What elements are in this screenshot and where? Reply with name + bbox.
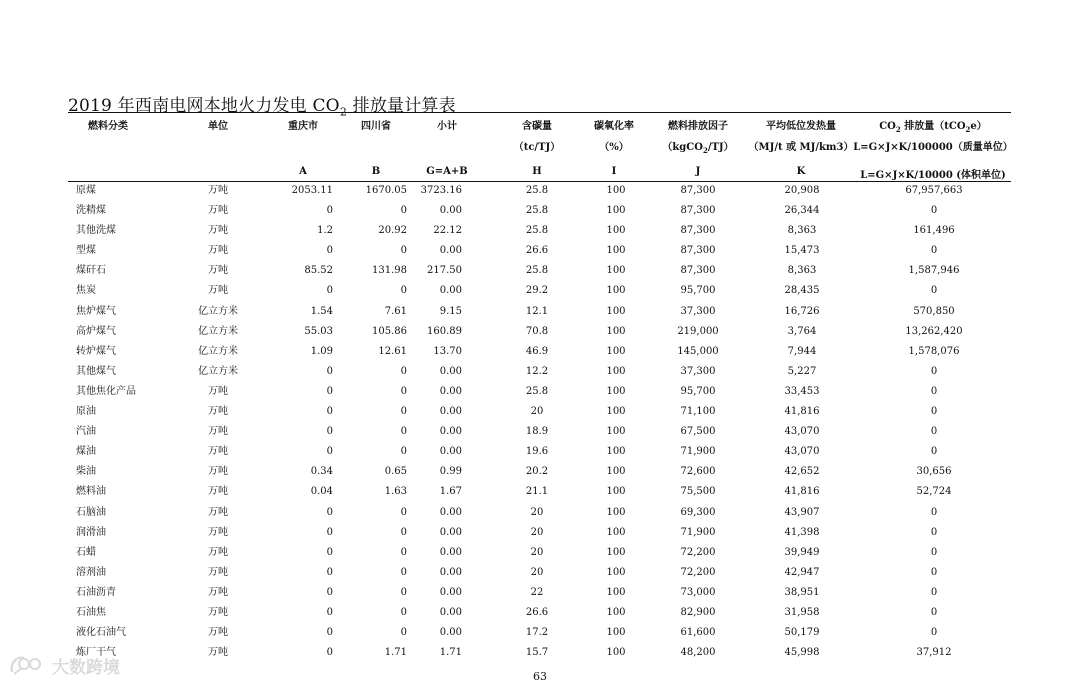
table-row [0, 262, 1080, 282]
cell-oxidation: 100 [606, 606, 626, 618]
cell-heat-value: 16,726 [784, 305, 820, 317]
cell-oxidation: 100 [606, 265, 626, 277]
header-heat-unit: （MJ/t 或 MJ/km3） [748, 142, 854, 153]
cell-unit: 万吨 [208, 586, 228, 598]
header-letter-a: A [299, 166, 307, 177]
cell-unit: 万吨 [208, 265, 228, 277]
cell-sichuan: 131.98 [372, 265, 407, 277]
cell-subtotal: 217.50 [427, 265, 462, 277]
cell-chongqing: 1.54 [310, 305, 333, 317]
cell-sichuan: 0 [400, 586, 407, 598]
cell-fuel: 石油焦 [76, 606, 106, 618]
header-letter-k: K [796, 166, 806, 177]
cell-subtotal: 0.00 [439, 205, 462, 217]
cell-heat-value: 15,473 [784, 245, 820, 257]
cell-heat-value: 41,398 [784, 526, 820, 538]
cell-subtotal: 0.00 [439, 586, 462, 598]
cell-unit: 万吨 [208, 506, 228, 518]
cell-subtotal: 0.00 [439, 446, 462, 458]
cell-heat-value: 5,227 [787, 365, 817, 377]
header-letter-g: G=A+B [426, 166, 468, 177]
cell-sichuan: 0 [400, 205, 407, 217]
cell-sichuan: 0 [400, 245, 407, 257]
cell-co2: 0 [930, 365, 938, 377]
cell-chongqing: 0 [326, 546, 333, 558]
cell-heat-value: 42,947 [784, 566, 820, 578]
cell-carbon: 15.7 [525, 647, 549, 659]
cell-unit: 万吨 [208, 526, 228, 538]
cell-heat-value: 41,816 [784, 486, 820, 498]
page-title: 2019 年西南电网本地火力发电 $CO_2$ 排放量计算表 [68, 96, 456, 119]
table-row [0, 463, 1080, 483]
table-row [0, 343, 1080, 363]
header-subtotal: 小计 [437, 121, 457, 132]
cell-fuel: 焦炭 [76, 285, 96, 297]
header-letter-b: B [371, 166, 381, 177]
cell-carbon: 19.6 [525, 446, 549, 458]
cell-sichuan: 0 [400, 526, 407, 538]
cell-unit: 万吨 [208, 225, 228, 237]
cell-fuel: 煤矸石 [76, 265, 106, 277]
cell-emission-factor: 72,200 [680, 546, 716, 558]
cell-oxidation: 100 [606, 627, 626, 639]
table-top-rule [68, 112, 1011, 113]
cell-oxidation: 100 [606, 486, 626, 498]
cell-unit: 万吨 [208, 426, 228, 438]
cell-subtotal: 9.15 [439, 305, 462, 317]
cell-carbon: 25.8 [525, 185, 549, 196]
cell-unit: 万吨 [208, 285, 228, 297]
table-body [0, 182, 1080, 664]
cell-chongqing: 0 [326, 506, 333, 518]
cell-fuel: 石脑油 [76, 506, 106, 518]
cell-carbon: 70.8 [525, 325, 549, 337]
cell-heat-value: 45,998 [784, 647, 820, 659]
table-row [0, 584, 1080, 604]
cell-emission-factor: 71,900 [680, 526, 716, 538]
table-row [0, 403, 1080, 423]
cell-fuel: 洗精煤 [76, 205, 106, 217]
cell-subtotal: 1.67 [439, 486, 462, 498]
cell-emission-factor: 73,000 [680, 586, 716, 598]
cell-heat-value: 43,907 [784, 506, 820, 518]
cell-unit: 亿立方米 [198, 305, 238, 317]
cell-sichuan: 1.71 [384, 647, 407, 659]
cell-fuel: 其他洗煤 [76, 225, 116, 237]
cell-chongqing: 2053.11 [291, 185, 333, 196]
cell-subtotal: 0.00 [439, 285, 462, 297]
cell-fuel: 焦炉煤气 [76, 305, 116, 317]
cell-emission-factor: 69,300 [680, 506, 716, 518]
cell-emission-factor: 37,300 [680, 305, 716, 317]
cell-unit: 万吨 [208, 647, 228, 659]
cell-co2: 67,957,663 [905, 185, 963, 196]
cell-sichuan: 0 [400, 365, 407, 377]
cell-carbon: 25.8 [525, 205, 549, 217]
cell-co2: 0 [930, 627, 938, 639]
table-row [0, 644, 1080, 664]
cell-oxidation: 100 [606, 426, 626, 438]
table-row [0, 303, 1080, 323]
header-unit: 单位 [208, 121, 228, 132]
cell-subtotal: 13.70 [433, 345, 462, 357]
header-oxidation: 碳氧化率 [594, 121, 634, 132]
cell-fuel: 燃料油 [76, 486, 106, 498]
cell-co2: 0 [930, 285, 938, 297]
cell-sichuan: 20.92 [378, 225, 407, 237]
cell-chongqing: 1.2 [317, 225, 333, 237]
cell-co2: 13,262,420 [905, 325, 963, 337]
cell-heat-value: 8,363 [787, 225, 817, 237]
cell-chongqing: 0.34 [310, 466, 333, 478]
cell-oxidation: 100 [606, 566, 626, 578]
header-co2: $CO_2$ 排放量（tCO$_2$e） [879, 121, 987, 134]
cell-heat-value: 8,363 [787, 265, 817, 277]
cell-emission-factor: 87,300 [680, 185, 716, 196]
table-row [0, 182, 1080, 202]
cell-oxidation: 100 [606, 305, 626, 317]
cell-heat-value: 43,070 [784, 426, 820, 438]
watermark [8, 652, 120, 678]
table-row [0, 443, 1080, 463]
cell-co2: 570,850 [913, 305, 955, 317]
table-row [0, 202, 1080, 222]
cell-emission-factor: 82,900 [680, 606, 716, 618]
cell-subtotal: 0.00 [439, 627, 462, 639]
cell-oxidation: 100 [606, 185, 626, 196]
cell-carbon: 20 [530, 566, 544, 578]
cell-unit: 万吨 [208, 385, 228, 397]
cell-subtotal: 0.00 [439, 426, 462, 438]
cell-sichuan: 0.65 [384, 466, 407, 478]
cell-carbon: 20 [530, 546, 544, 558]
header-carbon-unit: （tc/TJ） [513, 142, 561, 153]
table-row [0, 604, 1080, 624]
cell-subtotal: 0.00 [439, 365, 462, 377]
cell-co2: 1,578,076 [908, 345, 960, 357]
cell-fuel: 煤油 [76, 446, 96, 458]
cell-chongqing: 85.52 [304, 265, 333, 277]
cell-chongqing: 55.03 [304, 325, 333, 337]
table-row [0, 544, 1080, 564]
cell-chongqing: 0 [326, 647, 333, 659]
cell-heat-value: 3,764 [787, 325, 817, 337]
cell-co2: 52,724 [916, 486, 952, 498]
cell-co2: 0 [930, 426, 938, 438]
cell-sichuan: 1.63 [384, 486, 407, 498]
cell-oxidation: 100 [606, 205, 626, 217]
watermark-text: 大数跨境 [52, 657, 120, 678]
cell-fuel: 石蜡 [76, 546, 96, 558]
cell-emission-factor: 87,300 [680, 205, 716, 217]
cell-unit: 万吨 [208, 606, 228, 618]
cell-co2: 0 [930, 586, 938, 598]
cell-fuel: 柴油 [76, 466, 96, 478]
cell-unit: 万吨 [208, 546, 228, 558]
table-row [0, 564, 1080, 584]
cell-co2: 30,656 [916, 466, 952, 478]
cell-oxidation: 100 [606, 546, 626, 558]
cell-chongqing: 0.04 [310, 486, 333, 498]
cell-co2: 0 [930, 406, 938, 418]
header-letter-j: J [695, 166, 701, 177]
cell-oxidation: 100 [606, 245, 626, 257]
cell-sichuan: 0 [400, 627, 407, 639]
cell-oxidation: 100 [606, 325, 626, 337]
cell-fuel: 炼厂干气 [76, 647, 116, 659]
table-row [0, 383, 1080, 403]
cell-emission-factor: 95,700 [680, 385, 716, 397]
cell-heat-value: 20,908 [784, 185, 820, 196]
cell-unit: 万吨 [208, 466, 228, 478]
table-row [0, 483, 1080, 503]
cell-co2: 1,587,946 [908, 265, 960, 277]
cell-subtotal: 0.00 [439, 245, 462, 257]
cell-sichuan: 7.61 [384, 305, 407, 317]
cell-co2: 0 [930, 606, 938, 618]
cell-emission-factor: 72,200 [680, 566, 716, 578]
cell-emission-factor: 75,500 [680, 486, 716, 498]
table-row [0, 323, 1080, 343]
page-number: 63 [533, 670, 547, 683]
header-sichuan: 四川省 [361, 121, 391, 132]
cell-co2: 0 [930, 245, 938, 257]
cell-emission-factor: 145,000 [677, 345, 719, 357]
cell-unit: 万吨 [208, 185, 228, 196]
cell-heat-value: 38,951 [784, 586, 820, 598]
cell-oxidation: 100 [606, 647, 626, 659]
cell-subtotal: 3723.16 [420, 185, 462, 196]
cell-carbon: 20 [530, 406, 544, 418]
cell-oxidation: 100 [606, 225, 626, 237]
header-oxidation-unit: （%） [599, 142, 629, 153]
cell-chongqing: 0 [326, 285, 333, 297]
cell-heat-value: 31,958 [784, 606, 820, 618]
cell-co2: 0 [930, 385, 938, 397]
cell-carbon: 17.2 [525, 627, 549, 639]
cell-fuel: 原煤 [76, 185, 96, 196]
cell-chongqing: 0 [326, 627, 333, 639]
cell-sichuan: 0 [400, 546, 407, 558]
cell-heat-value: 43,070 [784, 446, 820, 458]
cell-sichuan: 0 [400, 446, 407, 458]
cell-co2: 0 [930, 446, 938, 458]
cell-subtotal: 0.00 [439, 566, 462, 578]
cell-carbon: 21.1 [525, 486, 549, 498]
header-emission-factor-unit: （kgCO$_2$/TJ） [662, 142, 734, 155]
header-fuel: 燃料分类 [88, 121, 128, 132]
cell-oxidation: 100 [606, 345, 626, 357]
table-row [0, 504, 1080, 524]
cell-co2: 37,912 [916, 647, 952, 659]
cell-unit: 万吨 [208, 566, 228, 578]
cell-emission-factor: 61,600 [680, 627, 716, 639]
cell-oxidation: 100 [606, 385, 626, 397]
cell-carbon: 26.6 [525, 606, 549, 618]
cell-emission-factor: 71,100 [680, 406, 716, 418]
cell-emission-factor: 87,300 [680, 265, 716, 277]
cell-fuel: 润滑油 [76, 526, 106, 538]
cell-fuel: 溶剂油 [76, 566, 106, 578]
cell-carbon: 46.9 [525, 345, 549, 357]
watermark-logo-icon [8, 652, 46, 678]
cell-fuel: 石油沥青 [76, 586, 116, 598]
table-row [0, 363, 1080, 383]
cell-subtotal: 160.89 [427, 325, 462, 337]
cell-sichuan: 0 [400, 606, 407, 618]
cell-fuel: 原油 [76, 406, 96, 418]
cell-sichuan: 105.86 [372, 325, 407, 337]
table-row [0, 242, 1080, 262]
cell-unit: 万吨 [208, 205, 228, 217]
cell-sichuan: 0 [400, 385, 407, 397]
cell-subtotal: 0.00 [439, 385, 462, 397]
header-letter-i: I [611, 166, 617, 177]
cell-subtotal: 0.00 [439, 606, 462, 618]
cell-carbon: 25.8 [525, 385, 549, 397]
cell-sichuan: 0 [400, 406, 407, 418]
cell-co2: 0 [930, 566, 938, 578]
cell-subtotal: 22.12 [433, 225, 462, 237]
cell-unit: 亿立方米 [198, 365, 238, 377]
cell-co2: 0 [930, 205, 938, 217]
header-emission-factor: 燃料排放因子 [668, 121, 728, 132]
cell-heat-value: 39,949 [784, 546, 820, 558]
cell-oxidation: 100 [606, 406, 626, 418]
cell-carbon: 18.9 [525, 426, 549, 438]
cell-subtotal: 0.99 [439, 466, 462, 478]
cell-carbon: 22 [530, 586, 544, 598]
cell-sichuan: 0 [400, 285, 407, 297]
cell-chongqing: 0 [326, 426, 333, 438]
cell-emission-factor: 37,300 [680, 365, 716, 377]
table-row [0, 282, 1080, 302]
cell-unit: 万吨 [208, 446, 228, 458]
cell-fuel: 转炉煤气 [76, 345, 116, 357]
cell-chongqing: 0 [326, 566, 333, 578]
cell-chongqing: 0 [326, 606, 333, 618]
cell-co2: 0 [930, 506, 938, 518]
cell-heat-value: 41,816 [784, 406, 820, 418]
cell-chongqing: 0 [326, 406, 333, 418]
cell-chongqing: 1.09 [310, 345, 333, 357]
header-heat-value: 平均低位发热量 [766, 121, 836, 132]
cell-heat-value: 28,435 [784, 285, 820, 297]
cell-unit: 亿立方米 [198, 325, 238, 337]
cell-heat-value: 42,652 [784, 466, 820, 478]
cell-oxidation: 100 [606, 586, 626, 598]
cell-carbon: 20.2 [525, 466, 549, 478]
cell-fuel: 高炉煤气 [76, 325, 116, 337]
header-carbon: 含碳量 [522, 121, 552, 132]
cell-carbon: 12.1 [525, 305, 549, 317]
cell-emission-factor: 95,700 [680, 285, 716, 297]
cell-oxidation: 100 [606, 446, 626, 458]
cell-emission-factor: 87,300 [680, 225, 716, 237]
cell-chongqing: 0 [326, 205, 333, 217]
cell-subtotal: 0.00 [439, 546, 462, 558]
cell-chongqing: 0 [326, 586, 333, 598]
cell-subtotal: 1.71 [439, 647, 462, 659]
cell-carbon: 12.2 [525, 365, 549, 377]
cell-sichuan: 0 [400, 426, 407, 438]
cell-heat-value: 50,179 [784, 627, 820, 639]
cell-fuel: 其他煤气 [76, 365, 116, 377]
cell-carbon: 29.2 [525, 285, 549, 297]
header-co2-formula-volume: L=G×J×K/10000 (体积单位) [860, 170, 1006, 181]
cell-subtotal: 0.00 [439, 506, 462, 518]
cell-fuel: 汽油 [76, 426, 96, 438]
cell-sichuan: 0 [400, 506, 407, 518]
table-row [0, 423, 1080, 443]
header-chongqing: 重庆市 [288, 121, 318, 132]
table-row [0, 624, 1080, 644]
header-co2-formula-mass: L=G×J×K/100000（质量单位） [853, 142, 1013, 153]
cell-oxidation: 100 [606, 526, 626, 538]
header-letter-h: H [532, 166, 542, 177]
cell-chongqing: 0 [326, 245, 333, 257]
cell-carbon: 26.6 [525, 245, 549, 257]
cell-emission-factor: 67,500 [680, 426, 716, 438]
cell-emission-factor: 72,600 [680, 466, 716, 478]
cell-emission-factor: 87,300 [680, 245, 716, 257]
table-row [0, 222, 1080, 242]
cell-fuel: 其他焦化产品 [76, 385, 136, 397]
cell-oxidation: 100 [606, 285, 626, 297]
cell-chongqing: 0 [326, 526, 333, 538]
cell-subtotal: 0.00 [439, 526, 462, 538]
cell-chongqing: 0 [326, 365, 333, 377]
cell-fuel: 型煤 [76, 245, 96, 257]
cell-subtotal: 0.00 [439, 406, 462, 418]
cell-carbon: 25.8 [525, 265, 549, 277]
cell-sichuan: 0 [400, 566, 407, 578]
cell-heat-value: 26,344 [784, 205, 820, 217]
cell-oxidation: 100 [606, 506, 626, 518]
cell-sichuan: 1670.05 [365, 185, 407, 196]
cell-emission-factor: 219,000 [677, 325, 719, 337]
cell-unit: 亿立方米 [198, 345, 238, 357]
cell-co2: 0 [930, 526, 938, 538]
cell-emission-factor: 48,200 [680, 647, 716, 659]
cell-emission-factor: 71,900 [680, 446, 716, 458]
cell-unit: 万吨 [208, 627, 228, 639]
cell-carbon: 20 [530, 506, 544, 518]
cell-heat-value: 33,453 [784, 385, 820, 397]
cell-chongqing: 0 [326, 385, 333, 397]
table-row [0, 524, 1080, 544]
cell-unit: 万吨 [208, 486, 228, 498]
cell-sichuan: 12.61 [378, 345, 407, 357]
cell-unit: 万吨 [208, 406, 228, 418]
cell-carbon: 20 [530, 526, 544, 538]
cell-heat-value: 7,944 [787, 345, 817, 357]
cell-chongqing: 0 [326, 446, 333, 458]
cell-unit: 万吨 [208, 245, 228, 257]
cell-co2: 0 [930, 546, 938, 558]
cell-fuel: 液化石油气 [76, 627, 126, 639]
cell-co2: 161,496 [913, 225, 955, 237]
cell-oxidation: 100 [606, 466, 626, 478]
cell-carbon: 25.8 [525, 225, 549, 237]
cell-oxidation: 100 [606, 365, 626, 377]
